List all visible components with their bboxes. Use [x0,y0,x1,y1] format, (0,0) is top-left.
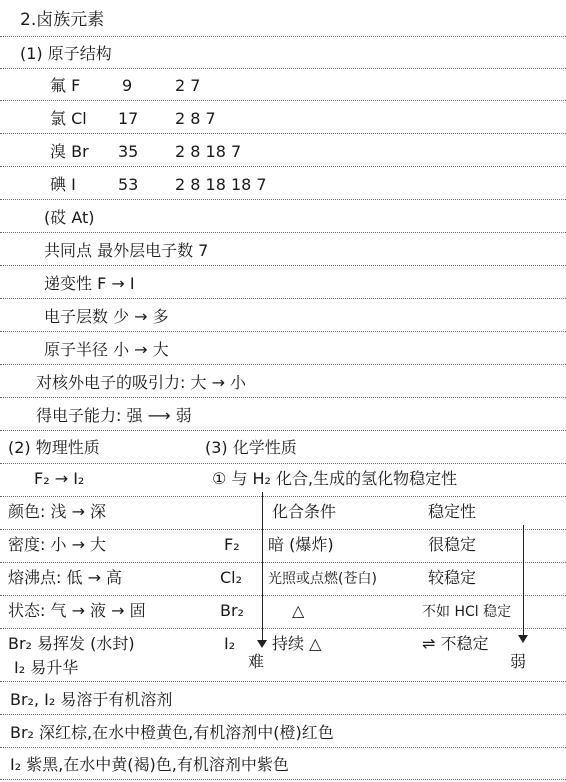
table-element: F₂ [224,535,240,554]
table-stability: ⇌ 不稳定 [422,634,489,653]
atom-name: 氯 Cl [50,109,87,128]
table-condition: 暗 (爆炸) [268,535,334,554]
rule-line [0,779,566,780]
rule-line [0,595,566,596]
table-condition: 持续 △ [272,634,322,653]
rule-line [0,331,566,332]
page-heading: 2.卤族元素 [20,10,105,30]
electron-layers: 电子层数 少 → 多 [44,307,169,326]
rule-line [0,199,566,200]
atom-number: 35 [118,142,139,161]
rule-line [0,430,566,431]
rule-line [0,463,566,464]
section-physical: (2) 物理性质 [8,438,100,457]
rule-line [0,529,566,530]
rule-line [0,265,566,266]
section-atomic-structure: (1) 原子结构 [20,44,112,63]
label-weak: 弱 [510,652,527,671]
rule-line [0,36,566,37]
i2-color-note: I₂ 紫黑,在水中黄(褐)色,有机溶剂中紫色 [10,755,289,774]
solubility-note: Br₂, I₂ 易溶于有机溶剂 [10,690,173,709]
table-stability: 不如 HCl 稳定 [422,604,512,620]
rule-line [0,397,566,398]
f2-to-i2: F₂ → I₂ [34,469,85,488]
electron-gain-ability: 得电子能力: 强 ⟶ 弱 [36,406,192,425]
table-stability: 很稳定 [428,535,477,554]
atom-number: 17 [118,109,139,128]
table-condition: △ [292,601,305,620]
atom-name: 碘 I [50,175,76,194]
atom-shells: 2 7 [175,76,201,95]
rule-line [0,232,566,233]
physical-melting-point: 熔沸点: 低 → 高 [8,568,123,587]
electron-attraction: 对核外电子的吸引力: 大 → 小 [36,373,247,392]
rule-line [0,133,566,134]
common-feature: 共同点 最外层电子数 7 [44,241,209,260]
physical-color: 颜色: 浅 → 深 [8,502,107,521]
rule-line [0,166,566,167]
rule-line [0,628,566,629]
rule-line [0,496,566,497]
rule-line [0,68,566,69]
table-header-condition: 化合条件 [272,502,337,521]
stability-arrow-line [523,525,524,637]
atom-name: 氟 F [50,76,81,95]
atom-number: 53 [118,175,139,194]
difficulty-arrow-line [262,492,263,642]
atom-name: 溴 Br [50,142,89,161]
br2-color-note: Br₂ 深红棕,在水中橙黄色,有机溶剂中(橙)红色 [10,723,334,742]
rule-line [0,681,566,682]
rule-line [0,100,566,101]
atom-shells: 2 8 7 [175,109,216,128]
difficulty-arrow-head [257,640,267,648]
table-element: Cl₂ [220,568,243,587]
rule-line [0,364,566,365]
table-condition: 光照或点燃(苍白) [268,571,377,587]
atom-number: 9 [122,76,133,95]
rule-line [0,747,566,748]
table-element: I₂ [224,634,236,653]
table-element: Br₂ [220,601,244,620]
label-hard: 难 [248,652,265,671]
physical-density: 密度: 小 → 大 [8,535,107,554]
astatine-note: (砹 At) [44,208,95,227]
physical-i2: I₂ 易升华 [14,658,79,677]
trend-line: 递变性 F → I [44,274,135,293]
section-chemical: (3) 化学性质 [205,438,297,457]
rule-line [0,562,566,563]
physical-state: 状态: 气 → 液 → 固 [8,601,146,620]
atom-shells: 2 8 18 18 7 [175,175,267,194]
atom-shells: 2 8 18 7 [175,142,242,161]
table-stability: 较稳定 [428,568,477,587]
h2-reaction: ① 与 H₂ 化合,生成的氢化物稳定性 [212,469,458,488]
atomic-radius: 原子半径 小 → 大 [44,340,169,359]
physical-br2: Br₂ 易挥发 (水封) [8,634,135,653]
rule-line [0,298,566,299]
stability-arrow-head [518,635,528,643]
rule-line [0,714,566,715]
table-header-stability: 稳定性 [428,502,477,521]
